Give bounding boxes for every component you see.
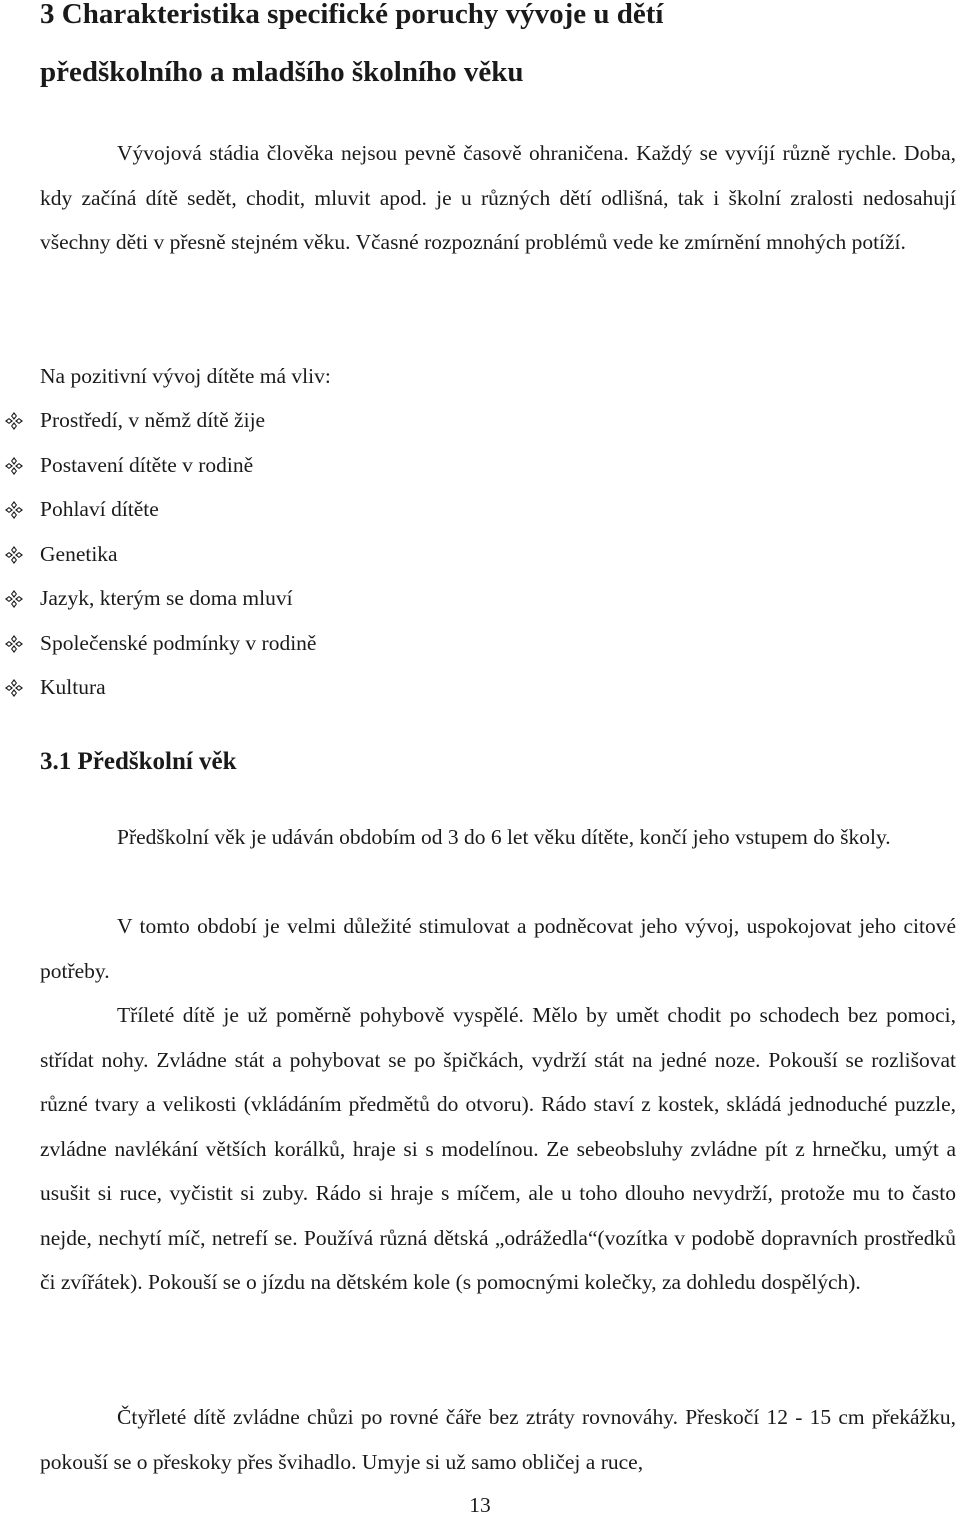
list-intro: Na pozitivní vývoj dítěte má vliv:	[40, 364, 331, 388]
paragraph-1: Předškolní věk je udáván obdobím od 3 do 6 let věku dítěte, končí jeho vstupem do školy.	[117, 825, 891, 849]
diamond-bullet-icon	[3, 408, 40, 432]
list-item	[3, 665, 316, 710]
list-item	[3, 443, 316, 488]
diamond-bullet-icon	[3, 586, 40, 610]
paragraph-4: Čtyřleté dítě zvládne chůzi po rovné čáře bez ztráty rovnováhy. Přeskočí 12 - 15 cm překážku, pokouší se o přeskoky přes švihadlo. Umyje si už samo obličej a ruce,	[40, 1405, 956, 1474]
list-item	[3, 576, 316, 621]
diamond-bullet-icon	[3, 675, 40, 699]
list-item-text: Genetika	[40, 541, 118, 566]
list-item-text: Pohlaví dítěte	[40, 497, 159, 521]
diamond-bullet-icon	[3, 453, 40, 477]
intro-paragraph: Vývojová stádia člověka nejsou pevně časově ohraničena. Každý se vyvíjí různě rychle. Doba, kdy začíná dítě sedět, chodit, mluvit apod. je u různých dětí odlišná, tak i školní zralosti nedosahují všechny děti v přesně stejném věku. Včasné rozpoznání problémů vede ke zmírnění mnohých potíží.	[40, 141, 956, 254]
list-item-text: Jazyk, kterým se doma mluví	[40, 586, 293, 610]
diamond-bullet-icon	[3, 631, 40, 655]
paragraph-3: Tříleté dítě je už poměrně pohybově vyspělé. Mělo by umět chodit po schodech bez pomoci, střídat nohy. Zvládne stát a pohybovat se po špičkách, vydrží stát na jedné noze. Pokouší se rozlišovat různé tvary a velikosti (vkládáním předmětů do otvoru). Rádo staví z kostek, skládá jednoduché puzzle, zvládne navlékání větších korálků, hraje si s modelínou. Ze sebeobsluhy zvládne pít z hrnečku, umýt a usušit si ruce, vyčistit si zuby. Rádo si hraje s míčem, ale u toho dlouho nevydrží, protože mu to často nejde, nechytí míč, netrefí se. Používá různá dětská „odrážedla“(vozítka v podobě dopravních prostředků či zvířátek). Pokouší se o jízdu na dětském kole (s pomocnými kolečky, za dohledu dospělých).	[40, 1003, 956, 1294]
page-number: 13	[469, 1493, 491, 1517]
section-title: 3.1 Předškolní věk	[40, 748, 237, 775]
list-item	[3, 487, 316, 532]
list-item	[3, 398, 316, 443]
factor-list	[3, 398, 316, 710]
list-item	[3, 532, 316, 577]
paragraph-2: V tomto období je velmi důležité stimulovat a podněcovat jeho vývoj, uspokojovat jeho citové potřeby.	[40, 914, 956, 983]
chapter-title-line-1: 3 Charakteristika specifické poruchy vývoje u dětí	[40, 0, 664, 30]
diamond-bullet-icon	[3, 542, 40, 566]
list-item-text: Kultura	[40, 675, 106, 699]
list-item	[3, 621, 316, 666]
diamond-bullet-icon	[3, 497, 40, 521]
chapter-title-line-2: předškolního a mladšího školního věku	[40, 56, 524, 88]
list-item-text: Postavení dítěte v rodině	[40, 452, 254, 477]
chapter-title	[40, 0, 940, 101]
list-item-text: Společenské podmínky v rodině	[40, 630, 317, 655]
list-item-text: Prostředí, v němž dítě žije	[40, 408, 266, 432]
